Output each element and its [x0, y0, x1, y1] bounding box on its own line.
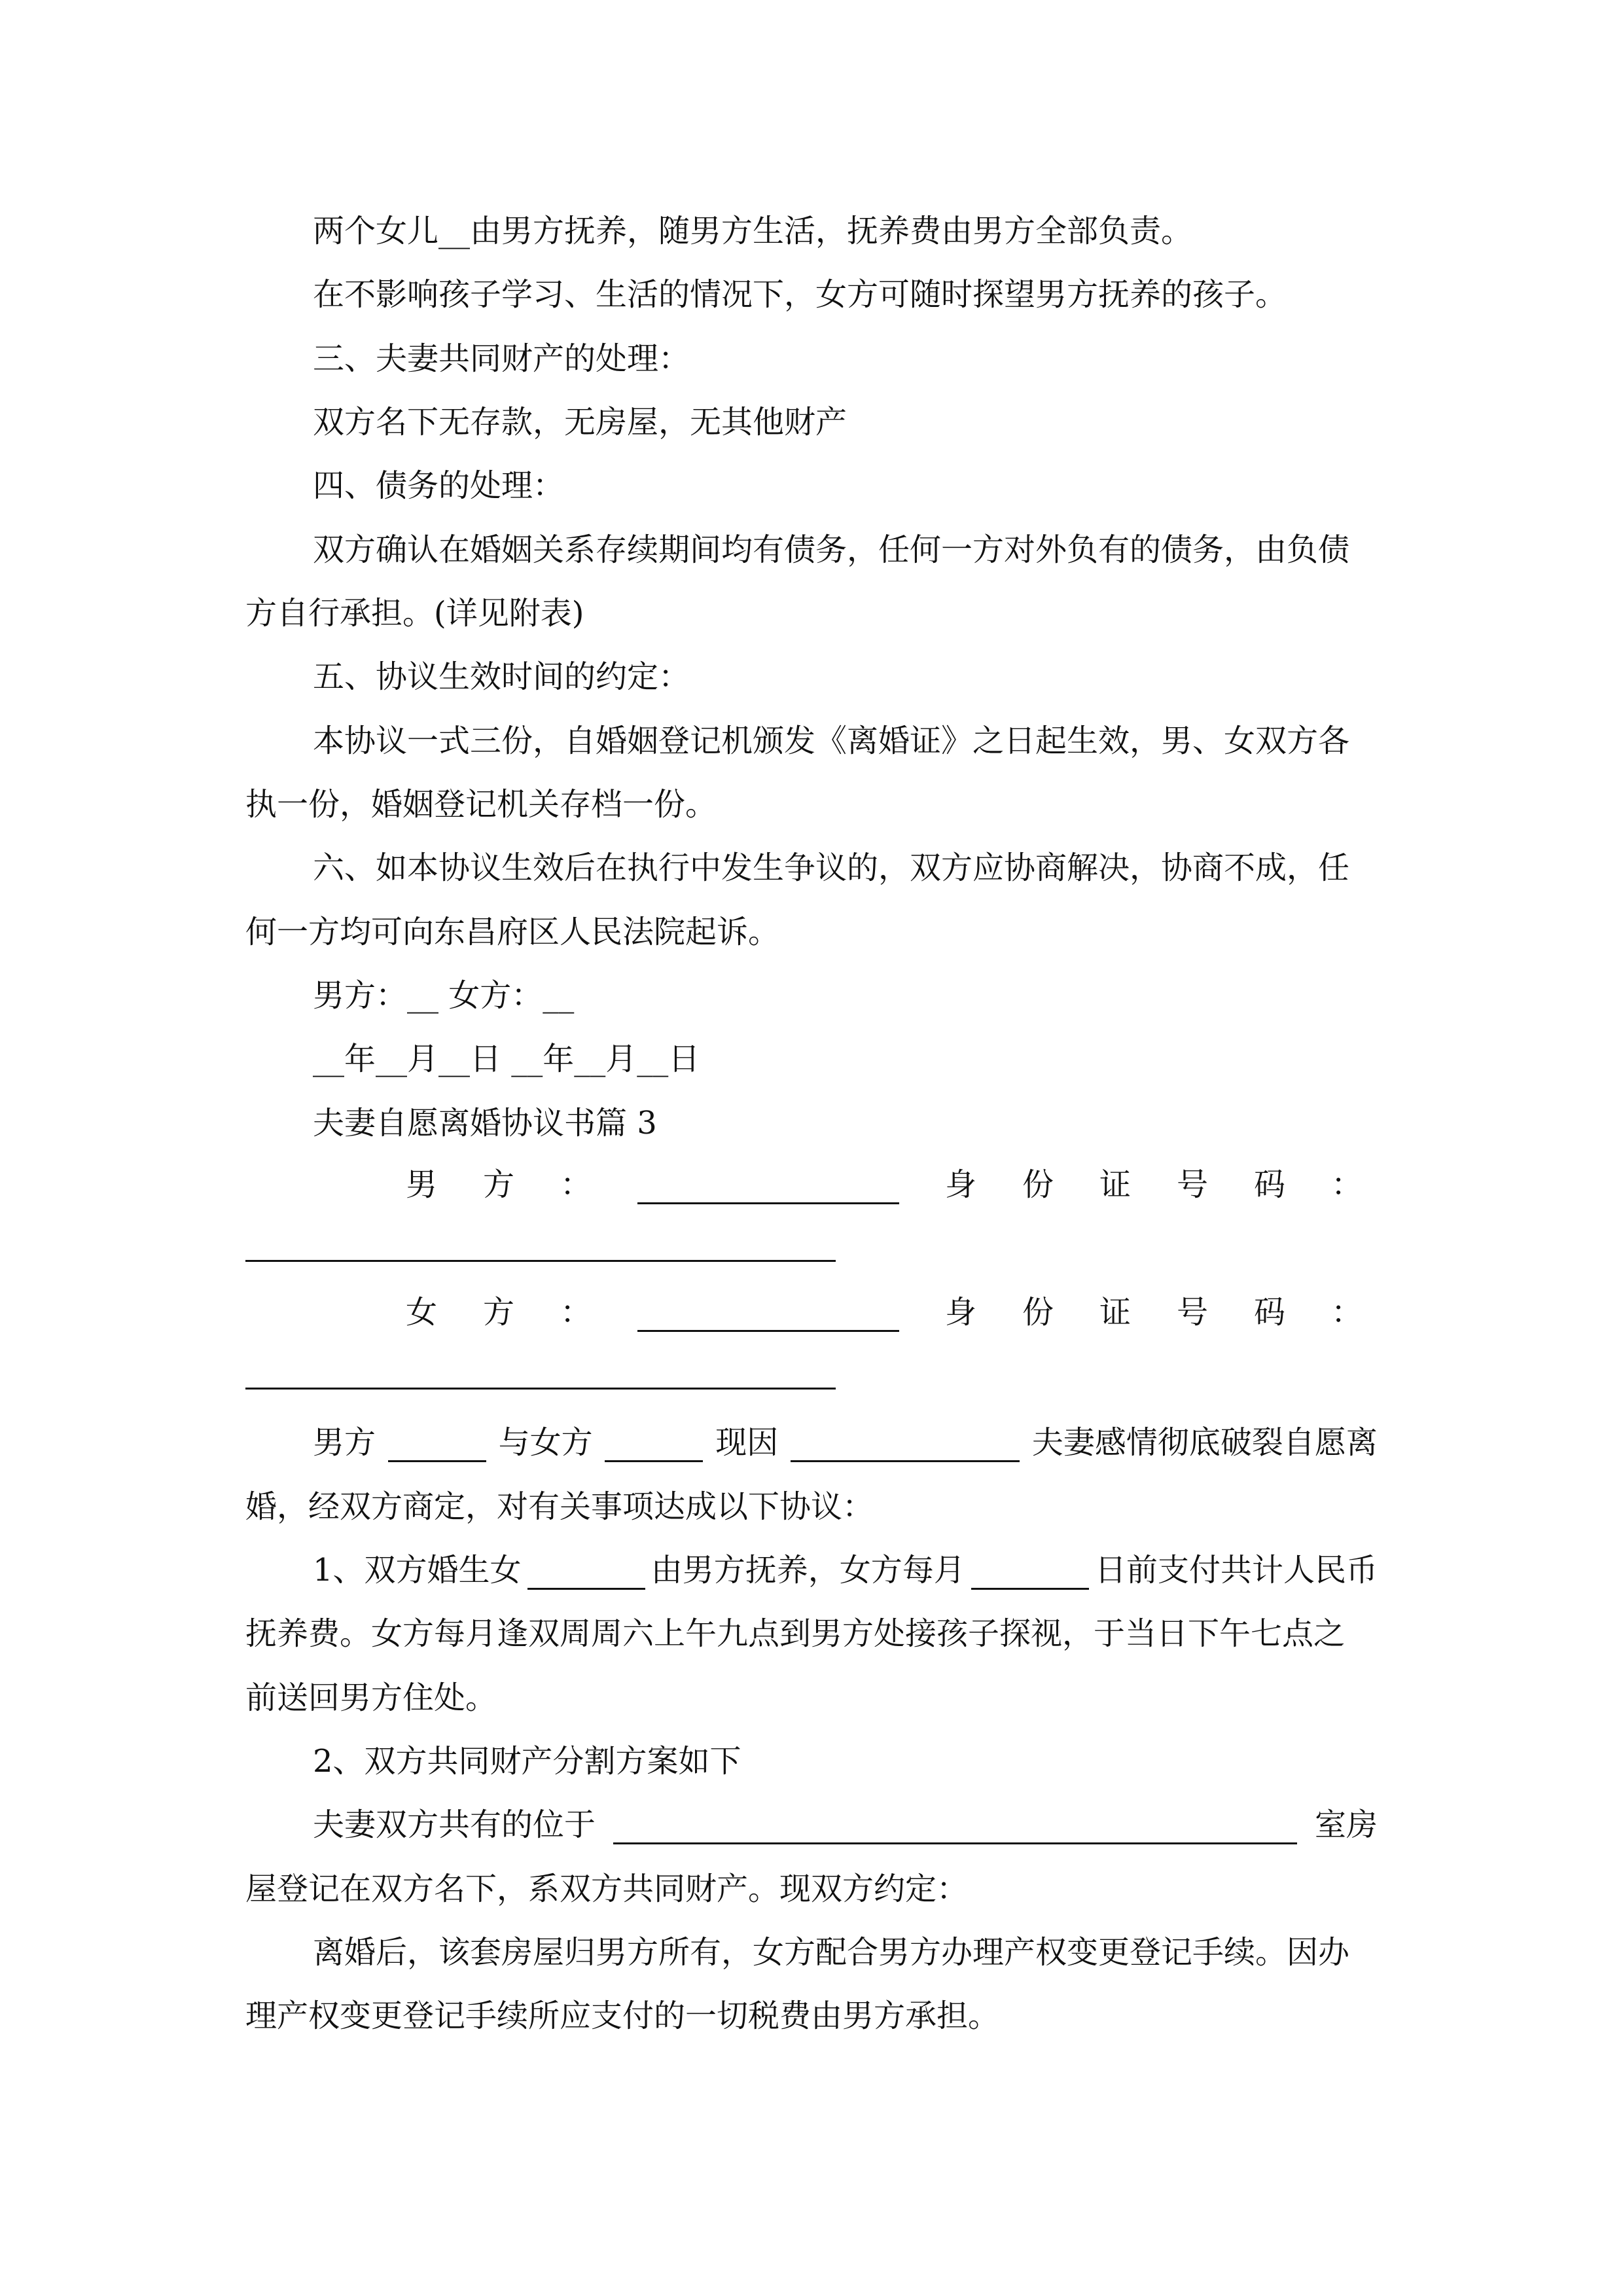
id-label-char: 码: [1253, 1166, 1285, 1203]
male-label-char: 男: [406, 1166, 438, 1203]
female-id-blank: [245, 1388, 836, 1390]
female-id-row: [406, 1293, 1363, 1332]
clause3-line2: 理产权变更登记手续所应支付的一切税费由男方承担。: [245, 1998, 1000, 2034]
id-label-char: 份: [1022, 1294, 1054, 1331]
clause3-line1: 离婚后，该套房屋归男方所有，女方配合男方办理产权变更登记手续。因办: [313, 1934, 1350, 1971]
blank-pay-day: [971, 1559, 1089, 1590]
paragraph-debt-line2: 方自行承担。(详见附表): [245, 595, 584, 632]
intro-text: 现因: [715, 1424, 779, 1461]
paragraph-debt-line1: 双方确认在婚姻关系存续期间均有债务，任何一方对外负有的债务，由负债: [313, 531, 1350, 568]
clause1-line2: 抚养费。女方每月逢双周周六上午九点到男方处接孩子探视，于当日下午七点之: [245, 1615, 1346, 1652]
id-label-char: 号: [1176, 1166, 1208, 1203]
clause-text: 夫妻双方共有的位于: [313, 1806, 596, 1843]
section-title-3: 夫妻自愿离婚协议书篇 3: [313, 1105, 657, 1141]
intro-text: 夫妻感情彻底破裂自愿离: [1031, 1424, 1378, 1461]
id-label-char: 身: [944, 1166, 976, 1203]
date-line: __年__月__日 __年__月__日: [313, 1041, 700, 1077]
intro-line2: 婚，经双方商定，对有关事项达成以下协议：: [245, 1488, 874, 1525]
intro-text: 与女方: [498, 1424, 593, 1461]
male-label-char: ：: [560, 1166, 592, 1203]
clause-text: 1、双方婚生女: [313, 1552, 522, 1588]
paragraph-dispute-line2: 何一方均可向东昌府区人民法院起诉。: [245, 914, 780, 950]
blank-reason: [791, 1431, 1020, 1462]
blank-child-name: [527, 1559, 645, 1590]
clause-text: 由男方抚养，女方每月: [651, 1552, 965, 1588]
paragraph-effective-line1: 本协议一式三份，自婚姻登记机颁发《离婚证》之日起生效，男、女双方各: [313, 723, 1350, 759]
section-heading-debt: 四、债务的处理：: [313, 467, 565, 504]
intro-text: 男方: [313, 1424, 376, 1461]
female-label-char: 女: [406, 1294, 438, 1331]
paragraph-property: 双方名下无存款，无房屋，无其他财产: [313, 404, 847, 440]
clause1-line3: 前送回男方住处。: [245, 1679, 497, 1716]
id-label-char: 证: [1099, 1294, 1131, 1331]
section-heading-effective: 五、协议生效时间的约定：: [313, 658, 690, 695]
male-id-row: [406, 1165, 1363, 1204]
id-label-char: 码: [1253, 1294, 1285, 1331]
clause1-line1: [313, 1551, 1378, 1590]
id-label-char: ：: [1330, 1294, 1363, 1331]
female-label-char: ：: [560, 1294, 592, 1331]
blank-male-name: [388, 1431, 486, 1462]
section-heading-property: 三、夫妻共同财产的处理：: [313, 340, 690, 377]
female-label-char: 方: [483, 1294, 515, 1331]
paragraph-custody: 两个女儿__由男方抚养，随男方生活，抚养费由男方全部负责。: [313, 213, 1193, 249]
clause2-line2: 屋登记在双方名下，系双方共同财产。现双方约定：: [245, 1871, 969, 1907]
id-label-char: 证: [1099, 1166, 1131, 1203]
clause-text: 日前支付共计人民币: [1094, 1552, 1378, 1588]
intro-line1: [313, 1423, 1378, 1462]
paragraph-effective-line2: 执一份，婚姻登记机关存档一份。: [245, 786, 717, 823]
id-label-char: ：: [1330, 1166, 1363, 1203]
male-label-char: 方: [483, 1166, 515, 1203]
clause2-heading: 2、双方共同财产分割方案如下: [313, 1743, 741, 1780]
blank-female-name: [605, 1431, 703, 1462]
blank-address: [613, 1814, 1297, 1844]
paragraph-visitation: 在不影响孩子学习、生活的情况下，女方可随时探望男方抚养的孩子。: [313, 276, 1287, 313]
clause2-line1: [313, 1805, 1378, 1844]
male-name-blank: [637, 1174, 899, 1204]
id-label-char: 身: [944, 1294, 976, 1331]
id-label-char: 份: [1022, 1166, 1054, 1203]
clause-text: 室房: [1314, 1806, 1378, 1843]
paragraph-dispute-line1: 六、如本协议生效后在执行中发生争议的，双方应协商解决，协商不成，任: [313, 850, 1350, 886]
female-name-blank: [637, 1301, 899, 1332]
signature-line: 男方：__ 女方：__: [313, 977, 575, 1014]
id-label-char: 号: [1176, 1294, 1208, 1331]
male-id-blank: [245, 1260, 836, 1262]
